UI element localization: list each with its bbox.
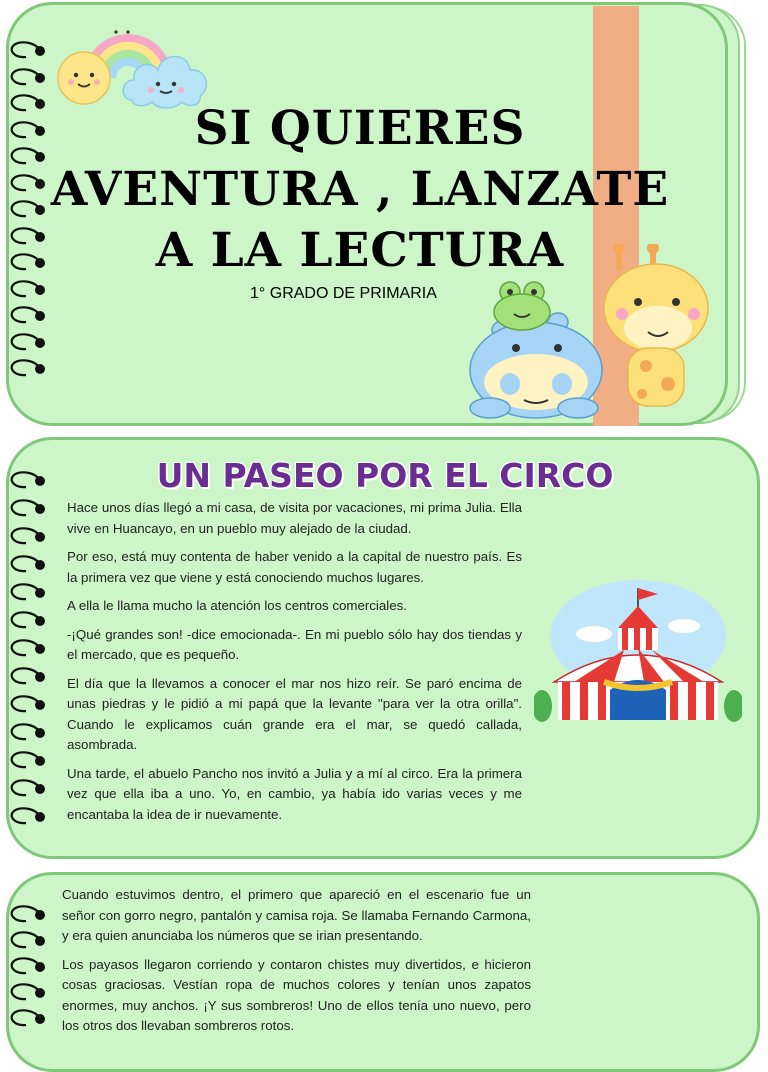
- spiral-ring-icon: [6, 638, 46, 660]
- spiral-ring-icon: [6, 279, 46, 301]
- paragraph: A ella le llama mucho la atención los centros comerciales.: [67, 598, 407, 613]
- story-spiral: [0, 470, 60, 830]
- spiral-ring-icon: [6, 750, 46, 772]
- cover-title-line-2: AVENTURA , LANZATE: [50, 162, 670, 217]
- spiral-ring-icon: [6, 582, 46, 604]
- spiral-ring-icon: [6, 1008, 46, 1030]
- spiral-ring-icon: [6, 694, 46, 716]
- story-text: [67, 498, 522, 833]
- spiral-ring-icon: [6, 806, 46, 828]
- paragraph: El día que la llevamos a conocer el mar nos hizo reír. Se paró encima de unas piedras y le pidió a mi papá que la levante "para ver la otra orilla". Cuando le explicamos cuán grande era el mar, se quedó callada, asombrada.: [67, 675, 522, 752]
- spiral-ring-icon: [6, 904, 46, 926]
- spiral-ring-icon: [6, 982, 46, 1004]
- paragraph: Por eso, está muy contenta de haber venido a la capital de nuestro país. Es la primera vez que viene y está conociendo muchos lugares.: [67, 549, 522, 585]
- spiral-ring-icon: [6, 470, 46, 492]
- frog-icon: [492, 280, 552, 332]
- paragraph: -¡Qué grandes son! -dice emocionada-. En mi pueblo sólo hay dos tiendas y el mercado, que es pequeño.: [67, 626, 522, 662]
- spiral-ring-icon: [6, 332, 46, 354]
- circus-tent-icon: [534, 578, 742, 724]
- paragraph: Cuando estuvimos dentro, el primero que apareció en el escenario fue un señor con gorro negro, pantalón y camisa roja. Se llamaba Fernando Carmona, y era quien anunciaba los números que se irian presentando.: [62, 887, 531, 943]
- spiral-ring-icon: [6, 778, 46, 800]
- spiral-ring-icon: [6, 526, 46, 548]
- spiral-ring-icon: [6, 40, 46, 62]
- paragraph: Una tarde, el abuelo Pancho nos invitó a Julia y a mí al circo. Era la primera vez que ella iba a uno. Yo, en cambio, ya había ido varias veces y me encantaba la idea de ir nuevamente.: [67, 765, 522, 822]
- cover-subtitle: 1° GRADO DE PRIMARIA: [250, 285, 437, 302]
- spiral-ring-icon: [6, 610, 46, 632]
- cover-title-line-3: A LA LECTURA: [155, 223, 565, 278]
- spiral-ring-icon: [6, 305, 46, 327]
- cover-title-line-1: SI QUIERES: [194, 101, 526, 156]
- spiral-ring-icon: [6, 554, 46, 576]
- spiral-ring-icon: [6, 956, 46, 978]
- spiral-ring-icon: [6, 498, 46, 520]
- continuation-text: [62, 885, 531, 1045]
- paragraph: Los payasos llegaron corriendo y contaron chistes muy divertidos, e hicieron cosas graciosas. Vestían ropa de muchos colores y tenían unos zapatos enormes, muy anchos. ¡Y sus sombreros! Uno de ellos tenía uno nuevo, pero los otros dos llevaban sombreros rotos.: [62, 956, 531, 1033]
- continuation-spiral: [0, 904, 60, 1024]
- spiral-ring-icon: [6, 67, 46, 89]
- spiral-ring-icon: [6, 722, 46, 744]
- spiral-ring-icon: [6, 930, 46, 952]
- paragraph: Hace unos días llegó a mi casa, de visita por vacaciones, mi prima Julia. Ella vive en Huancayo, en un pueblo muy alejado de la ciudad.: [67, 500, 522, 536]
- spiral-ring-icon: [6, 666, 46, 688]
- story-title: UN PASEO POR EL CIRCO: [156, 456, 614, 495]
- spiral-ring-icon: [6, 358, 46, 380]
